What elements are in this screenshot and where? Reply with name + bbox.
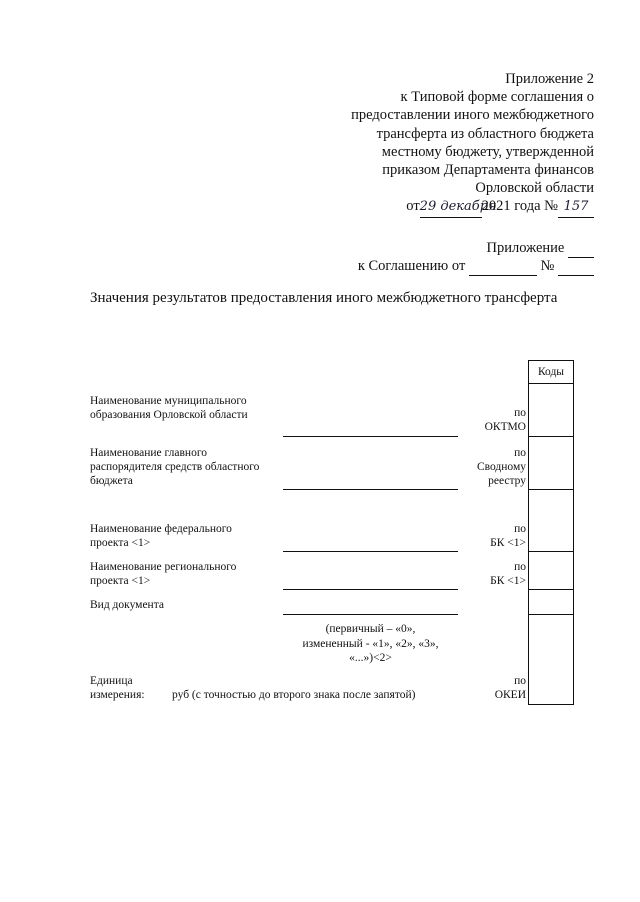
code-cell-registry[interactable] <box>528 437 574 490</box>
header-line-7: Орловской области <box>475 180 594 197</box>
agreement-date-blank <box>469 258 537 276</box>
registry-label: по Сводному реестру <box>476 447 526 487</box>
agreement-prefix: к Соглашению от <box>357 258 466 274</box>
header-line-4: трансферта из областного бюджета <box>376 125 594 142</box>
header-line-6: приказом Департамента финансов <box>382 162 594 179</box>
header-date-line <box>294 197 594 217</box>
document-title: Значения результатов предоставления иного межбюджетного трансферта <box>90 290 558 306</box>
code-cell-doc-type[interactable] <box>528 590 574 615</box>
doc-type-label: Вид документа <box>90 599 164 611</box>
agreement-number-label: № <box>540 258 555 274</box>
codes-header: Коды <box>528 360 574 384</box>
attachment-line-1 <box>487 240 594 258</box>
number-signature: 157 <box>558 198 594 217</box>
regional-project-label: Наименование регионального проекта <1> <box>90 561 237 587</box>
code-cell-oktmo[interactable] <box>528 384 574 437</box>
code-cell-okei[interactable] <box>528 615 574 705</box>
header-line-5: местному бюджету, утвержденной <box>381 143 594 160</box>
bk1-label: по БК <1> <box>490 523 526 549</box>
code-cell-bk1[interactable] <box>528 490 574 552</box>
date-signature: 29 декабря <box>420 198 482 217</box>
code-cell-bk2[interactable] <box>528 552 574 590</box>
doc-type-hint: (первичный – «0», измененный - «1», «2», «3», «...»)<2> <box>302 623 439 664</box>
date-year: 2021 года № <box>481 198 558 215</box>
federal-field-line <box>283 551 458 552</box>
attachment-label: Приложение <box>486 240 565 256</box>
federal-project-label: Наименование федерального проекта <1> <box>90 523 232 549</box>
municipality-field-line <box>283 436 458 437</box>
municipality-label: Наименование муниципального образования Орловской области <box>90 395 248 421</box>
header-line-3: предоставлении иного межбюджетного <box>351 107 594 124</box>
bk2-label: по БК <1> <box>490 561 526 587</box>
okei-label: по ОКЕИ <box>494 675 526 701</box>
agreement-number-blank <box>558 258 594 276</box>
date-prefix: от <box>406 198 420 215</box>
header-block <box>294 70 594 218</box>
header-line-2: к Типовой форме соглашения о <box>400 89 594 106</box>
attachment-line-2 <box>358 258 594 276</box>
oktmo-label: по ОКТМО <box>484 407 526 433</box>
codes-table <box>528 360 574 705</box>
manager-field-line <box>283 489 458 490</box>
header-line-1: Приложение 2 <box>505 71 594 87</box>
unit-label: Единица измерения: <box>90 675 145 701</box>
regional-field-line <box>283 589 458 590</box>
attachment-number-blank <box>568 240 594 258</box>
unit-value: руб (с точностью до второго знака после запятой) <box>172 689 416 701</box>
manager-label: Наименование главного распорядителя средств областного бюджета <box>90 447 260 487</box>
doc-type-field-line <box>283 614 458 615</box>
